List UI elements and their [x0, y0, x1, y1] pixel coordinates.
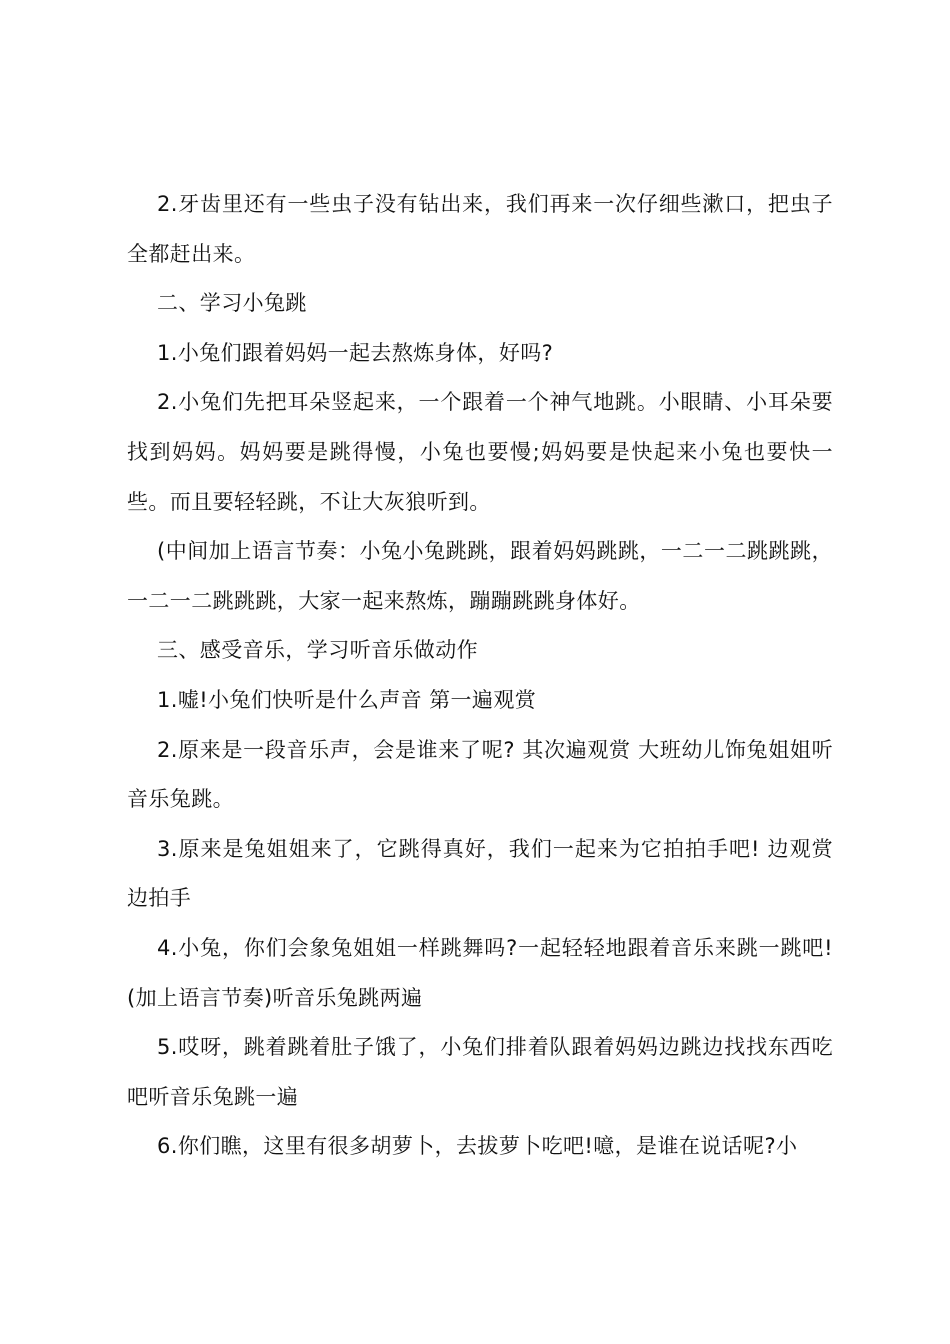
- paragraph-listen-sound: 1.嘘!小兔们快听是什么声音 第一遍观赏: [157, 687, 537, 712]
- paragraph-rinse-teeth: 2.牙齿里还有一些虫子没有钻出来，我们再来一次仔细些漱口，把虫子全都赶出来。: [127, 192, 833, 266]
- paragraph-pull-carrots: 6.你们瞧，这里有很多胡萝卜，去拔萝卜吃吧!噫，是谁在说话呢?小: [157, 1134, 798, 1159]
- document-body: [127, 180, 833, 1172]
- paragraph-hop-instructions: 2.小兔们先把耳朵竖起来，一个跟着一个神气地跳。小眼睛、小耳朵要找到妈妈。妈妈要是跳得慢，小兔也要慢;妈妈要是快起来小兔也要快一些。而且要轻轻跳，不让大灰狼听到。: [127, 390, 833, 514]
- paragraph-dance-together: 4.小兔，你们会象兔姐姐一样跳舞吗?一起轻轻地跟着音乐来跳一跳吧!(加上语言节奏)听音乐兔跳两遍: [127, 935, 833, 1010]
- section-heading-bunny-hop: 二、学习小兔跳: [157, 291, 307, 316]
- paragraph-clap-along: 3.原来是兔姐姐来了，它跳得真好，我们一起来为它拍拍手吧! 边观赏边拍手: [127, 836, 833, 911]
- paragraph-exercise-question: 1.小兔们跟着妈妈一起去熬炼身体，好吗?: [157, 340, 554, 365]
- paragraph-music-arrival: 2.原来是一段音乐声，会是谁来了呢? 其次遍观赏 大班幼儿饰兔姐姐听音乐兔跳。: [127, 737, 833, 812]
- paragraph-hungry-search: 5.哎呀，跳着跳着肚子饿了，小兔们排着队跟着妈妈边跳边找找东西吃吧听音乐兔跳一遍: [127, 1035, 833, 1109]
- paragraph-rhythm-chant: (中间加上语言节奏：小兔小兔跳跳，跟着妈妈跳跳，一二一二跳跳跳，一二一二跳跳跳，大家一起来熬炼，蹦蹦跳跳身体好。: [127, 539, 833, 613]
- section-heading-feel-music: 三、感受音乐，学习听音乐做动作: [157, 638, 478, 663]
